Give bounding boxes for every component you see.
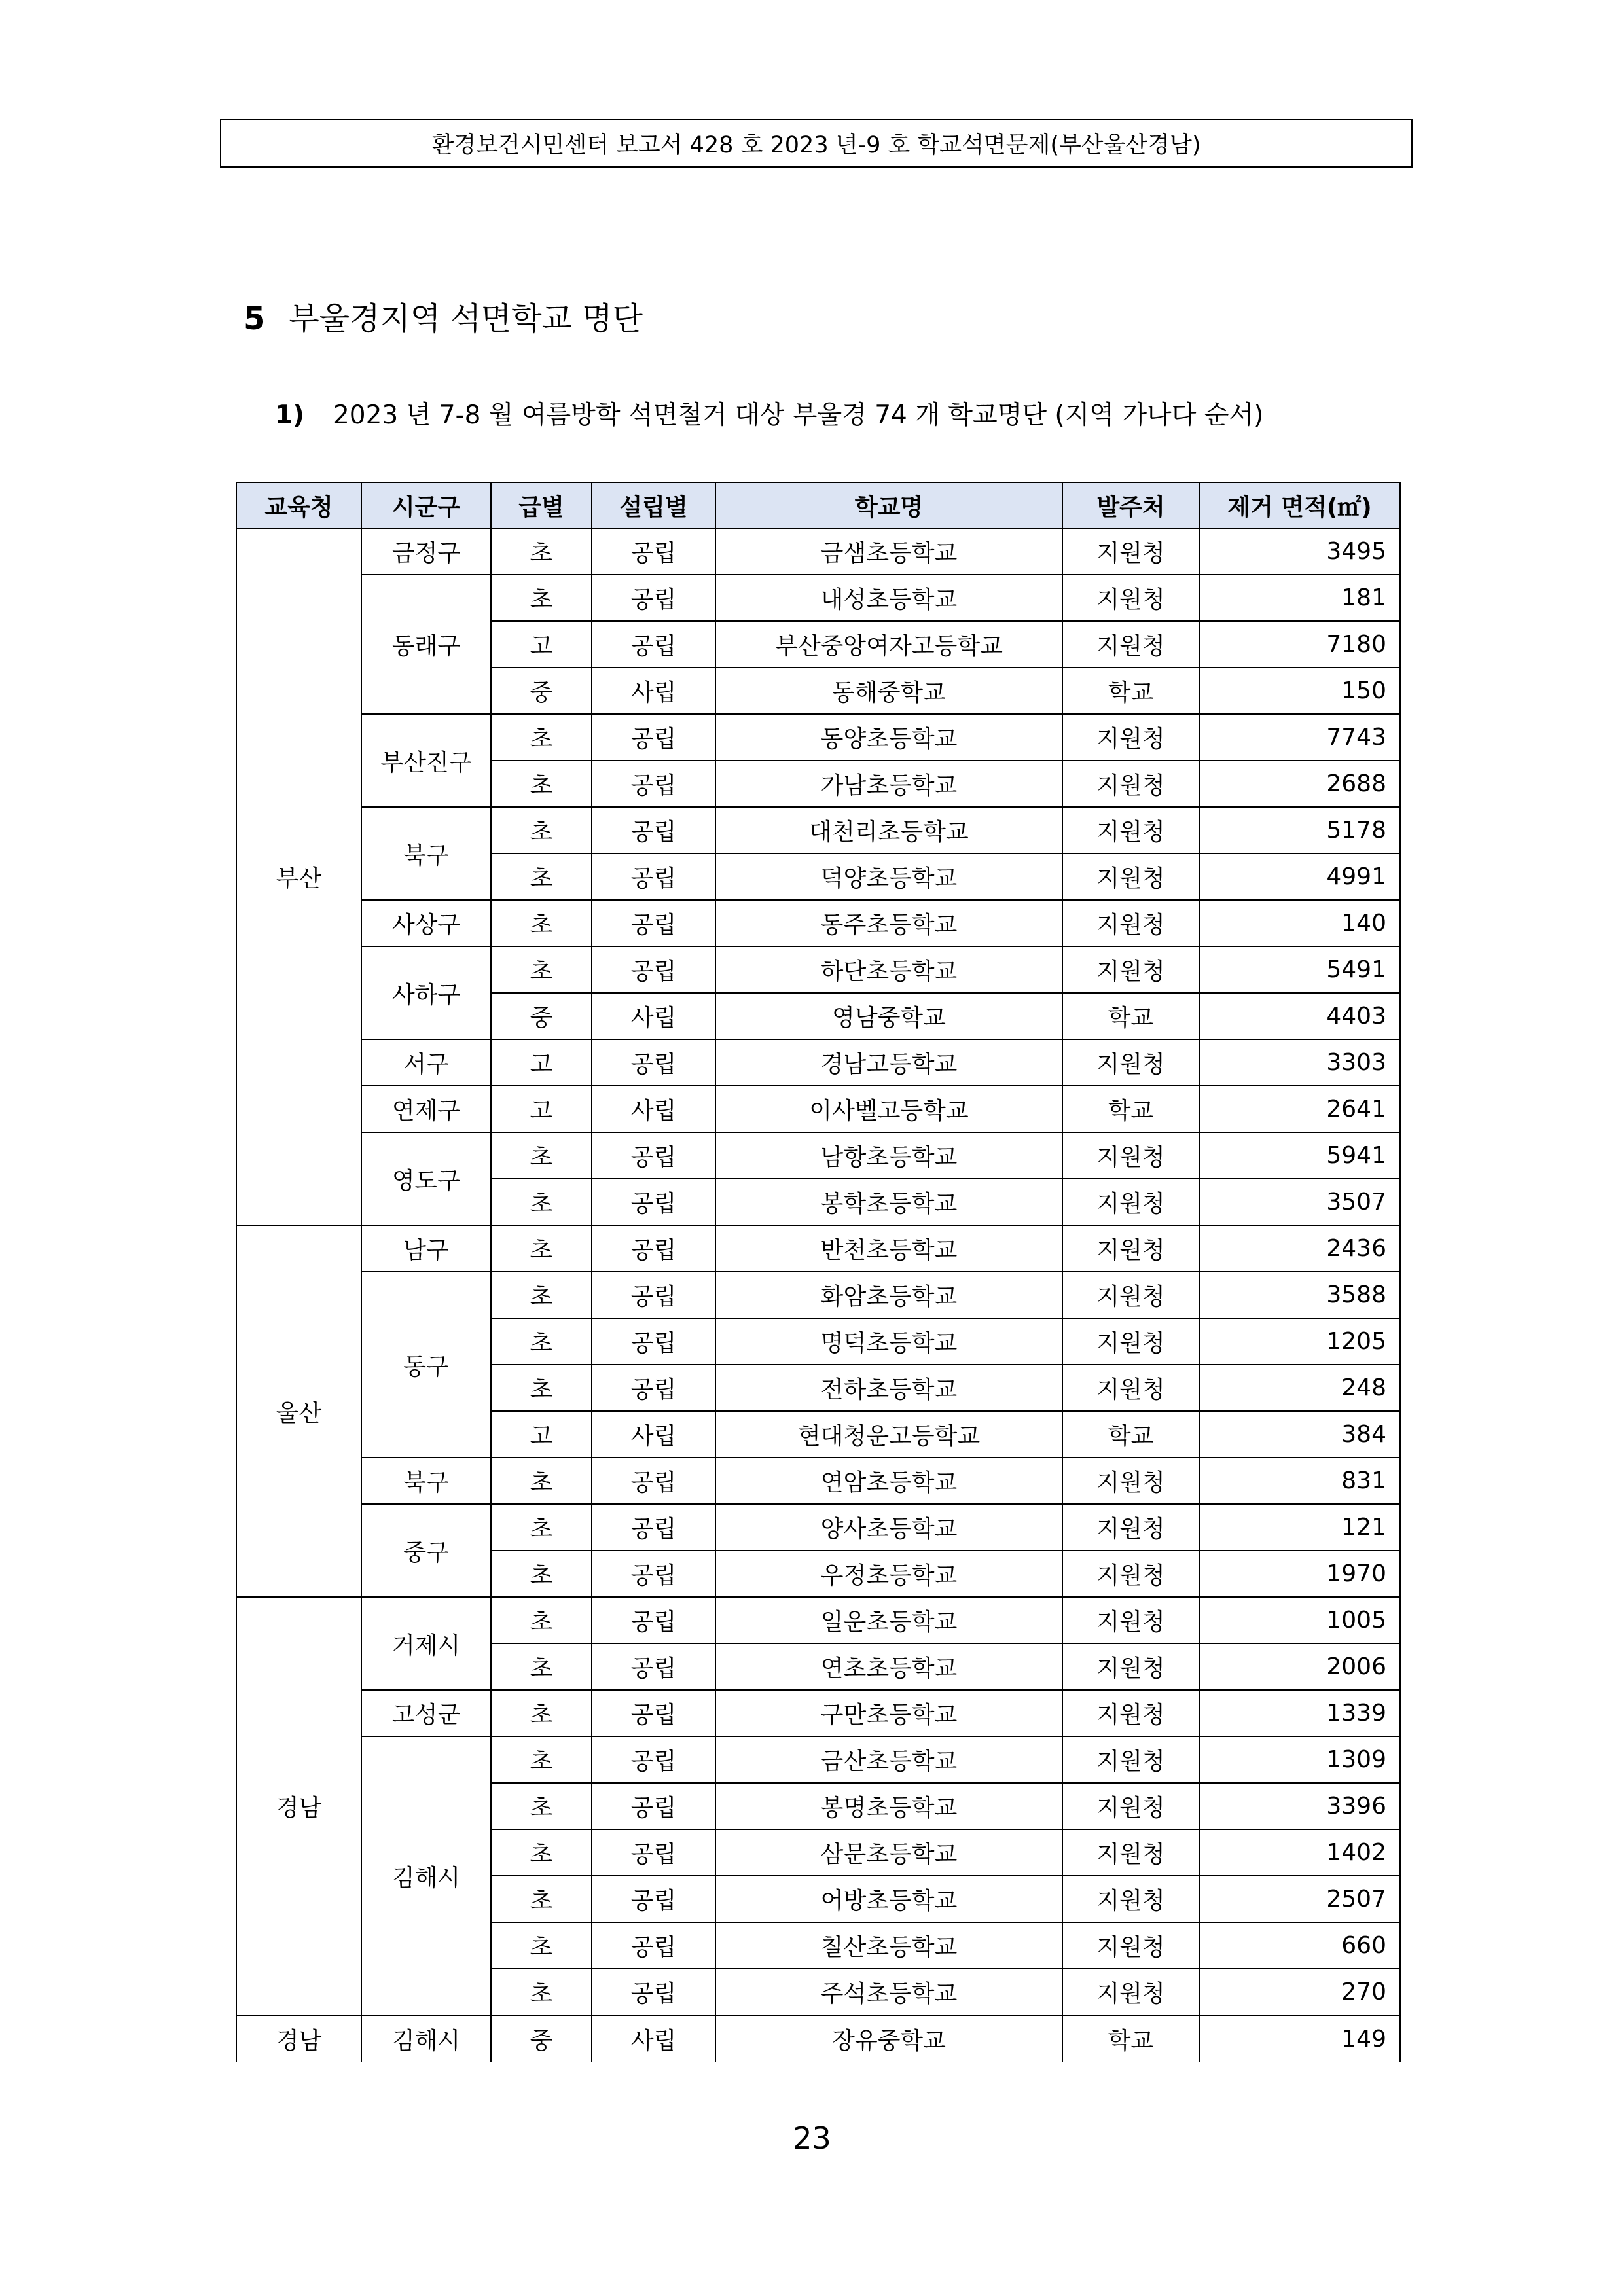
area-cell: 2436 bbox=[1199, 1225, 1400, 1272]
area-cell: 4403 bbox=[1199, 993, 1400, 1039]
type-cell: 공립 bbox=[592, 1318, 715, 1365]
area-cell: 270 bbox=[1199, 1969, 1400, 2015]
district-cell: 부산진구 bbox=[361, 714, 491, 807]
orderer-cell: 지원청 bbox=[1062, 1597, 1199, 1643]
level-cell: 초 bbox=[491, 1225, 592, 1272]
table-row bbox=[236, 1597, 1400, 1643]
table-row bbox=[236, 1458, 1400, 1504]
orderer-cell: 지원청 bbox=[1062, 1876, 1199, 1922]
area-cell: 660 bbox=[1199, 1922, 1400, 1969]
office-cell: 울산 bbox=[236, 1225, 361, 1597]
table-row bbox=[236, 1086, 1400, 1132]
orderer-cell: 지원청 bbox=[1062, 1643, 1199, 1690]
orderer-cell: 지원청 bbox=[1062, 1318, 1199, 1365]
orderer-cell: 지원청 bbox=[1062, 1132, 1199, 1179]
type-cell: 공립 bbox=[592, 807, 715, 853]
school-name-cell: 우정초등학교 bbox=[715, 1551, 1062, 1597]
area-cell: 3507 bbox=[1199, 1179, 1400, 1225]
district-cell: 거제시 bbox=[361, 1597, 491, 1690]
level-cell: 고 bbox=[491, 621, 592, 668]
school-name-cell: 영남중학교 bbox=[715, 993, 1062, 1039]
orderer-cell: 지원청 bbox=[1062, 1922, 1199, 1969]
orderer-cell: 지원청 bbox=[1062, 1504, 1199, 1551]
school-name-cell: 전하초등학교 bbox=[715, 1365, 1062, 1411]
school-name-cell: 삼문초등학교 bbox=[715, 1829, 1062, 1876]
orderer-cell: 학교 bbox=[1062, 1411, 1199, 1458]
area-cell: 1005 bbox=[1199, 1597, 1400, 1643]
school-name-cell: 현대청운고등학교 bbox=[715, 1411, 1062, 1458]
type-cell: 사립 bbox=[592, 668, 715, 714]
level-cell: 중 bbox=[491, 668, 592, 714]
area-cell: 181 bbox=[1199, 575, 1400, 621]
orderer-cell: 지원청 bbox=[1062, 1458, 1199, 1504]
level-cell: 초 bbox=[491, 1690, 592, 1736]
area-cell: 1205 bbox=[1199, 1318, 1400, 1365]
table-body bbox=[236, 528, 1400, 2062]
type-cell: 공립 bbox=[592, 575, 715, 621]
district-cell: 김해시 bbox=[361, 2015, 491, 2062]
school-name-cell: 덕양초등학교 bbox=[715, 853, 1062, 900]
type-cell: 공립 bbox=[592, 853, 715, 900]
level-cell: 초 bbox=[491, 1969, 592, 2015]
district-cell: 동구 bbox=[361, 1272, 491, 1458]
level-cell: 초 bbox=[491, 575, 592, 621]
type-cell: 공립 bbox=[592, 761, 715, 807]
orderer-cell: 지원청 bbox=[1062, 1039, 1199, 1086]
subsection-title-text: 2023 년 7-8 월 여름방학 석면철거 대상 부울경 74 개 학교명단 (지역 가나다 순서) bbox=[333, 401, 1264, 430]
area-cell: 150 bbox=[1199, 668, 1400, 714]
report-header bbox=[220, 119, 1413, 168]
orderer-cell: 지원청 bbox=[1062, 1829, 1199, 1876]
orderer-cell: 지원청 bbox=[1062, 946, 1199, 993]
type-cell: 공립 bbox=[592, 1504, 715, 1551]
district-cell: 영도구 bbox=[361, 1132, 491, 1225]
district-cell: 연제구 bbox=[361, 1086, 491, 1132]
level-cell: 초 bbox=[491, 1922, 592, 1969]
school-name-cell: 일운초등학교 bbox=[715, 1597, 1062, 1643]
table-row bbox=[236, 1272, 1400, 1318]
level-cell: 초 bbox=[491, 1504, 592, 1551]
level-cell: 중 bbox=[491, 993, 592, 1039]
table-row bbox=[236, 528, 1400, 575]
school-name-cell: 반천초등학교 bbox=[715, 1225, 1062, 1272]
level-cell: 초 bbox=[491, 807, 592, 853]
type-cell: 공립 bbox=[592, 1272, 715, 1318]
header-type: 설립별 bbox=[592, 482, 715, 528]
orderer-cell: 지원청 bbox=[1062, 1225, 1199, 1272]
school-name-cell: 동주초등학교 bbox=[715, 900, 1062, 946]
type-cell: 공립 bbox=[592, 1039, 715, 1086]
orderer-cell: 학교 bbox=[1062, 668, 1199, 714]
school-name-cell: 봉학초등학교 bbox=[715, 1179, 1062, 1225]
level-cell: 초 bbox=[491, 1736, 592, 1783]
table-header-row bbox=[236, 482, 1400, 528]
table-row bbox=[236, 1132, 1400, 1179]
area-cell: 121 bbox=[1199, 1504, 1400, 1551]
type-cell: 공립 bbox=[592, 1969, 715, 2015]
office-cell: 경남 bbox=[236, 2015, 361, 2062]
level-cell: 고 bbox=[491, 1411, 592, 1458]
orderer-cell: 학교 bbox=[1062, 2015, 1199, 2062]
office-cell: 부산 bbox=[236, 528, 361, 1225]
school-name-cell: 어방초등학교 bbox=[715, 1876, 1062, 1922]
district-cell: 중구 bbox=[361, 1504, 491, 1597]
area-cell: 1309 bbox=[1199, 1736, 1400, 1783]
school-name-cell: 동해중학교 bbox=[715, 668, 1062, 714]
school-name-cell: 이사벨고등학교 bbox=[715, 1086, 1062, 1132]
district-cell: 북구 bbox=[361, 1458, 491, 1504]
office-cell: 경남 bbox=[236, 1597, 361, 2015]
table-row bbox=[236, 807, 1400, 853]
orderer-cell: 지원청 bbox=[1062, 621, 1199, 668]
table-row bbox=[236, 575, 1400, 621]
area-cell: 1970 bbox=[1199, 1551, 1400, 1597]
area-cell: 2688 bbox=[1199, 761, 1400, 807]
school-name-cell: 장유중학교 bbox=[715, 2015, 1062, 2062]
type-cell: 공립 bbox=[592, 1179, 715, 1225]
orderer-cell: 지원청 bbox=[1062, 1783, 1199, 1829]
orderer-cell: 지원청 bbox=[1062, 1179, 1199, 1225]
district-cell: 금정구 bbox=[361, 528, 491, 575]
area-cell: 5491 bbox=[1199, 946, 1400, 993]
type-cell: 공립 bbox=[592, 528, 715, 575]
type-cell: 사립 bbox=[592, 993, 715, 1039]
header-district: 시군구 bbox=[361, 482, 491, 528]
table-row bbox=[236, 900, 1400, 946]
orderer-cell: 지원청 bbox=[1062, 528, 1199, 575]
header-level: 급별 bbox=[491, 482, 592, 528]
district-cell: 남구 bbox=[361, 1225, 491, 1272]
district-cell: 동래구 bbox=[361, 575, 491, 714]
level-cell: 고 bbox=[491, 1086, 592, 1132]
page-number: 23 bbox=[793, 2121, 831, 2156]
level-cell: 초 bbox=[491, 714, 592, 761]
school-name-cell: 경남고등학교 bbox=[715, 1039, 1062, 1086]
area-cell: 1339 bbox=[1199, 1690, 1400, 1736]
table-row bbox=[236, 2015, 1400, 2062]
school-name-cell: 주석초등학교 bbox=[715, 1969, 1062, 2015]
level-cell: 고 bbox=[491, 1039, 592, 1086]
area-cell: 2006 bbox=[1199, 1643, 1400, 1690]
level-cell: 초 bbox=[491, 1318, 592, 1365]
area-cell: 384 bbox=[1199, 1411, 1400, 1458]
school-name-cell: 금샘초등학교 bbox=[715, 528, 1062, 575]
school-name-cell: 금산초등학교 bbox=[715, 1736, 1062, 1783]
level-cell: 초 bbox=[491, 1876, 592, 1922]
level-cell: 초 bbox=[491, 1132, 592, 1179]
type-cell: 사립 bbox=[592, 1411, 715, 1458]
level-cell: 초 bbox=[491, 1551, 592, 1597]
school-name-cell: 구만초등학교 bbox=[715, 1690, 1062, 1736]
area-cell: 3396 bbox=[1199, 1783, 1400, 1829]
district-cell: 서구 bbox=[361, 1039, 491, 1086]
school-name-cell: 화암초등학교 bbox=[715, 1272, 1062, 1318]
orderer-cell: 지원청 bbox=[1062, 900, 1199, 946]
table-row bbox=[236, 946, 1400, 993]
orderer-cell: 지원청 bbox=[1062, 853, 1199, 900]
orderer-cell: 지원청 bbox=[1062, 1736, 1199, 1783]
section-title-text: 부울경지역 석면학교 명단 bbox=[289, 300, 643, 337]
district-cell: 북구 bbox=[361, 807, 491, 900]
type-cell: 공립 bbox=[592, 1225, 715, 1272]
type-cell: 공립 bbox=[592, 1736, 715, 1783]
orderer-cell: 지원청 bbox=[1062, 714, 1199, 761]
orderer-cell: 지원청 bbox=[1062, 1690, 1199, 1736]
report-header-text: 환경보건시민센터 보고서 428 호 2023 년-9 호 학교석면문제(부산울산경남) bbox=[431, 132, 1201, 158]
area-cell: 3495 bbox=[1199, 528, 1400, 575]
area-cell: 2507 bbox=[1199, 1876, 1400, 1922]
area-cell: 831 bbox=[1199, 1458, 1400, 1504]
table-row bbox=[236, 1504, 1400, 1551]
level-cell: 초 bbox=[491, 1597, 592, 1643]
level-cell: 초 bbox=[491, 1365, 592, 1411]
type-cell: 공립 bbox=[592, 1643, 715, 1690]
orderer-cell: 지원청 bbox=[1062, 1969, 1199, 2015]
school-name-cell: 봉명초등학교 bbox=[715, 1783, 1062, 1829]
header-orderer: 발주처 bbox=[1062, 482, 1199, 528]
school-name-cell: 동양초등학교 bbox=[715, 714, 1062, 761]
orderer-cell: 지원청 bbox=[1062, 1551, 1199, 1597]
type-cell: 공립 bbox=[592, 1922, 715, 1969]
type-cell: 공립 bbox=[592, 900, 715, 946]
level-cell: 초 bbox=[491, 761, 592, 807]
school-name-cell: 연암초등학교 bbox=[715, 1458, 1062, 1504]
school-name-cell: 부산중앙여자고등학교 bbox=[715, 621, 1062, 668]
area-cell: 4991 bbox=[1199, 853, 1400, 900]
level-cell: 초 bbox=[491, 1643, 592, 1690]
area-cell: 5178 bbox=[1199, 807, 1400, 853]
school-name-cell: 명덕초등학교 bbox=[715, 1318, 1062, 1365]
type-cell: 공립 bbox=[592, 1783, 715, 1829]
school-name-cell: 가남초등학교 bbox=[715, 761, 1062, 807]
district-cell: 김해시 bbox=[361, 1736, 491, 2015]
table-row bbox=[236, 1690, 1400, 1736]
type-cell: 공립 bbox=[592, 1597, 715, 1643]
type-cell: 공립 bbox=[592, 1458, 715, 1504]
area-cell: 7180 bbox=[1199, 621, 1400, 668]
level-cell: 초 bbox=[491, 1179, 592, 1225]
orderer-cell: 지원청 bbox=[1062, 1365, 1199, 1411]
header-office: 교육청 bbox=[236, 482, 361, 528]
type-cell: 공립 bbox=[592, 946, 715, 993]
level-cell: 초 bbox=[491, 946, 592, 993]
area-cell: 1402 bbox=[1199, 1829, 1400, 1876]
section-title bbox=[244, 293, 643, 338]
area-cell: 2641 bbox=[1199, 1086, 1400, 1132]
orderer-cell: 지원청 bbox=[1062, 761, 1199, 807]
school-name-cell: 양사초등학교 bbox=[715, 1504, 1062, 1551]
district-cell: 고성군 bbox=[361, 1690, 491, 1736]
level-cell: 초 bbox=[491, 853, 592, 900]
section-number: 5 bbox=[244, 300, 266, 337]
school-name-cell: 연초초등학교 bbox=[715, 1643, 1062, 1690]
school-name-cell: 남항초등학교 bbox=[715, 1132, 1062, 1179]
area-cell: 3303 bbox=[1199, 1039, 1400, 1086]
type-cell: 공립 bbox=[592, 1876, 715, 1922]
area-cell: 5941 bbox=[1199, 1132, 1400, 1179]
area-cell: 7743 bbox=[1199, 714, 1400, 761]
subsection-number: 1) bbox=[275, 401, 304, 430]
orderer-cell: 학교 bbox=[1062, 993, 1199, 1039]
orderer-cell: 지원청 bbox=[1062, 1272, 1199, 1318]
district-cell: 사상구 bbox=[361, 900, 491, 946]
area-cell: 140 bbox=[1199, 900, 1400, 946]
orderer-cell: 지원청 bbox=[1062, 807, 1199, 853]
type-cell: 공립 bbox=[592, 1132, 715, 1179]
area-cell: 149 bbox=[1199, 2015, 1400, 2062]
district-cell: 사하구 bbox=[361, 946, 491, 1039]
orderer-cell: 지원청 bbox=[1062, 575, 1199, 621]
level-cell: 초 bbox=[491, 1272, 592, 1318]
subsection-title bbox=[275, 395, 1263, 431]
school-table bbox=[236, 482, 1401, 2062]
orderer-cell: 학교 bbox=[1062, 1086, 1199, 1132]
type-cell: 공립 bbox=[592, 1551, 715, 1597]
level-cell: 초 bbox=[491, 1829, 592, 1876]
type-cell: 사립 bbox=[592, 2015, 715, 2062]
type-cell: 공립 bbox=[592, 1829, 715, 1876]
area-cell: 3588 bbox=[1199, 1272, 1400, 1318]
table-row bbox=[236, 714, 1400, 761]
type-cell: 사립 bbox=[592, 1086, 715, 1132]
table-row bbox=[236, 1039, 1400, 1086]
school-name-cell: 대천리초등학교 bbox=[715, 807, 1062, 853]
table-row bbox=[236, 1225, 1400, 1272]
level-cell: 중 bbox=[491, 2015, 592, 2062]
level-cell: 초 bbox=[491, 900, 592, 946]
header-area: 제거 면적(㎡) bbox=[1199, 482, 1400, 528]
level-cell: 초 bbox=[491, 1458, 592, 1504]
type-cell: 공립 bbox=[592, 1365, 715, 1411]
school-name-cell: 하단초등학교 bbox=[715, 946, 1062, 993]
type-cell: 공립 bbox=[592, 714, 715, 761]
header-school-name: 학교명 bbox=[715, 482, 1062, 528]
area-cell: 248 bbox=[1199, 1365, 1400, 1411]
level-cell: 초 bbox=[491, 528, 592, 575]
school-name-cell: 내성초등학교 bbox=[715, 575, 1062, 621]
type-cell: 공립 bbox=[592, 621, 715, 668]
type-cell: 공립 bbox=[592, 1690, 715, 1736]
level-cell: 초 bbox=[491, 1783, 592, 1829]
school-name-cell: 칠산초등학교 bbox=[715, 1922, 1062, 1969]
table-row bbox=[236, 1736, 1400, 1783]
